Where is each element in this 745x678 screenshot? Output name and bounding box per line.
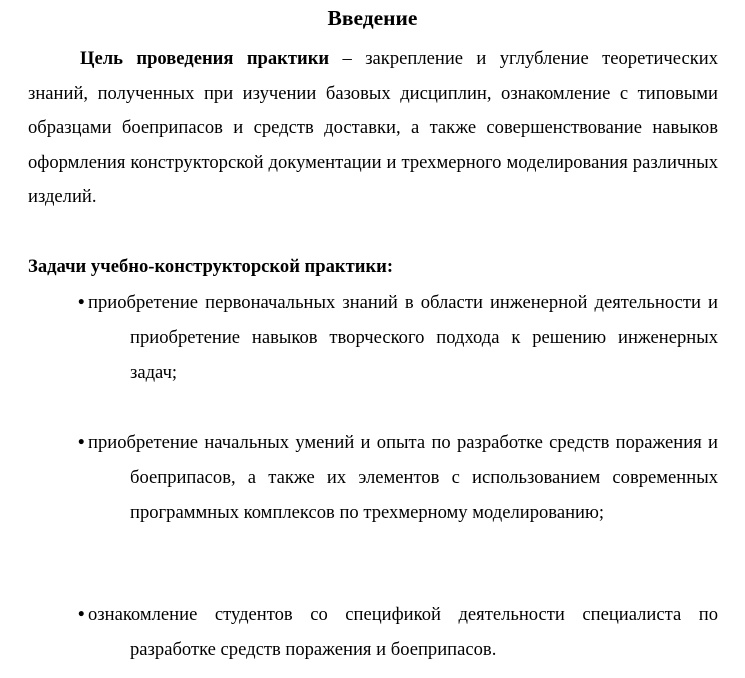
bullet-icon: • [78,292,85,313]
tasks-heading: Задачи учебно-конструкторской практики: [28,256,394,277]
list-item [78,597,718,667]
list-item-text: ознакомление студентов со спецификой деятельности специалиста по разработке средств поражения и боеприпасов. [88,604,718,660]
list-item [78,425,718,530]
list-item-text: приобретение начальных умений и опыта по разработке средств поражения и боеприпасов, а также их элементов с использованием современных программных комплексов по трехмерному моделированию; [88,432,718,523]
bullet-icon: • [78,432,85,453]
list-item-text: приобретение первоначальных знаний в области инженерной деятельности и приобретение навыков творческого подхода к решению инженерных задач; [88,292,718,383]
intro-text: – закрепление и углубление теоретических знаний, полученных при изучении базовых дисциплин, ознакомление с типовыми образцами боеприпасов и средств доставки, а также совершенствование навыков оформления конструкторской документации и трехмерного моделирования различных изделий. [28,48,718,208]
page-title: Введение [327,6,418,30]
intro-paragraph [28,42,718,215]
bullet-icon: • [78,604,85,625]
list-item [78,285,718,390]
intro-lead: Цель проведения практики [80,48,330,69]
